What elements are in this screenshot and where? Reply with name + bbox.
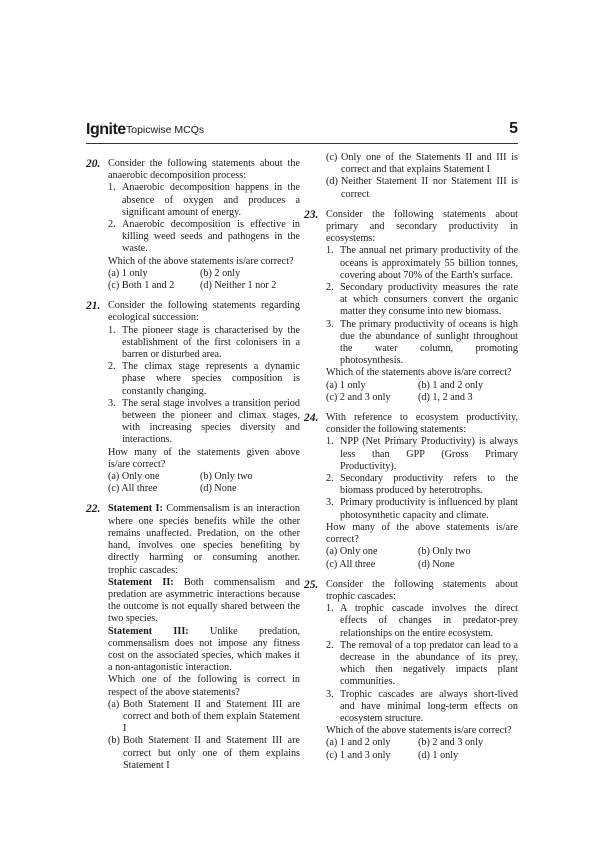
statement-item — [108, 182, 300, 219]
statement-text: Commensalism is an interaction where one species benefits while the other remains unaffected. Predation, on the other hand, involves one species benefiting by directly harming or consuming another. trophic cascades: — [108, 503, 300, 576]
option-c: (c) Both 1 and 2 — [108, 280, 175, 292]
header-subtitle: Topicwise MCQs — [126, 124, 205, 136]
statement-item — [108, 398, 300, 447]
option-text: Only one of the Statements II and III is correct and that explains Statement I — [341, 152, 518, 176]
statement-text: Primary productivity is influenced by plant photosynthetic capacity and climate. — [340, 497, 518, 521]
option-a — [108, 699, 300, 736]
statement-2 — [108, 577, 300, 626]
question-24 — [306, 412, 518, 571]
right-column — [306, 152, 518, 770]
question-20 — [88, 158, 300, 292]
statement-item — [326, 689, 518, 726]
statement-item — [326, 473, 518, 497]
question-23 — [306, 209, 518, 404]
brand-logo: Ignite — [86, 121, 126, 138]
answer-options — [108, 471, 300, 495]
option-a: (a) 1 and 2 only — [326, 737, 391, 749]
statement-text: The removal of a top predator can lead to a decrease in the abundance of its prey, which then negatively impacts plant communities. — [340, 639, 518, 688]
option-d: (d) None — [200, 483, 237, 495]
statement-number: 1. — [108, 182, 116, 194]
statement-text: Anaerobic decomposition is effective in killing weed seeds and pathogens in the waste. — [122, 219, 300, 255]
header-rule — [86, 143, 518, 144]
statement-number: 2. — [326, 639, 334, 651]
option-letter: (c) — [326, 152, 338, 163]
option-b: (b) 2 only — [200, 267, 241, 279]
option-text: Both Statement II and Statement III are correct but only one of them explains Statement I — [123, 735, 300, 771]
option-c: (c) 2 and 3 only — [326, 391, 391, 403]
question-stem: With reference to ecosystem productivity, consider the following statements: — [326, 412, 518, 436]
statement-3 — [108, 626, 300, 675]
option-b: (b) 1 and 2 only — [418, 379, 484, 391]
option-d: (d) 1 only — [418, 749, 459, 761]
statement-item — [108, 361, 300, 398]
statement-list — [108, 325, 300, 447]
question-number: 23. — [304, 208, 319, 221]
option-a: (a) Only one — [326, 546, 378, 558]
statement-number: 3. — [326, 688, 334, 700]
option-letter: (d) — [326, 176, 338, 188]
option-c — [306, 152, 518, 176]
statement-item — [326, 603, 518, 640]
statement-text: Both commensalism and predation are asymmetric interactions because the outcome is not equally shared between the two species. — [108, 576, 300, 625]
statement-item — [108, 219, 300, 256]
question-22 — [88, 503, 300, 771]
statement-number: 1. — [326, 603, 334, 615]
left-column — [88, 158, 300, 780]
option-letter: (a) — [108, 698, 120, 710]
statement-number: 2. — [108, 219, 116, 231]
statement-text: Secondary productivity refers to the biomass produced by heterotrophs. — [340, 473, 518, 497]
statement-text: A trophic cascade involves the direct effects of changes in predator-prey relationships on the entire ecosystem. — [340, 603, 518, 639]
statement-item — [326, 436, 518, 473]
option-c: (c) All three — [108, 483, 158, 495]
option-b: (b) Only two — [418, 546, 471, 558]
page-number: 5 — [509, 120, 518, 137]
statement-item — [108, 325, 300, 362]
statement-label: Statement I: — [108, 503, 163, 515]
statement-item — [326, 640, 518, 689]
answer-options — [326, 546, 518, 570]
answer-options — [108, 699, 300, 772]
option-d — [306, 176, 518, 200]
option-a: (a) 1 only — [108, 267, 148, 279]
statement-number: 1. — [326, 436, 334, 448]
question-number: 25. — [304, 578, 319, 591]
option-d: (d) 1, 2 and 3 — [418, 391, 473, 403]
statement-text: The pioneer stage is characterised by the establishment of the first colonisers in a barren or disturbed area. — [122, 324, 300, 361]
question-number: 20. — [86, 158, 101, 170]
question-stem: Consider the following statements about trophic cascades: — [326, 578, 518, 602]
option-c: (c) All three — [326, 558, 376, 570]
statement-list — [108, 182, 300, 255]
option-d: (d) None — [418, 558, 455, 570]
question-21 — [88, 300, 300, 495]
question-number: 24. — [304, 412, 319, 425]
statement-list — [326, 603, 518, 725]
statement-text: Secondary productivity measures the rate at which consumers convert the organic matter they consume into new biomass. — [340, 282, 518, 318]
option-b: (b) Only two — [200, 471, 253, 483]
option-text: Both Statement II and Statement III are correct and both of them explain Statement I — [123, 698, 300, 735]
option-letter: (b) — [108, 735, 120, 747]
option-b — [108, 735, 300, 772]
question-25 — [306, 579, 518, 762]
question-stem: Consider the following statements about the anaerobic decomposition process: — [108, 158, 300, 182]
question-number: 22. — [86, 503, 101, 516]
statement-text: The seral stage involves a transition period between the pioneer and climax stages, with increasing species diversity and interactions. — [122, 397, 300, 446]
question-prompt: Which of the statements above is/are correct? — [326, 367, 512, 379]
statement-text: Trophic cascades are always short-lived and have minimal long-term effects on ecosystem structure. — [340, 688, 518, 724]
question-prompt: Which of the above statements is/are correct? — [326, 725, 512, 737]
statement-number: 2. — [108, 361, 116, 373]
statement-text: The annual net primary productivity of the oceans is approximately 55 billion tonnes, covering about 70% of the Earth's surface. — [340, 245, 518, 281]
statement-number: 1. — [108, 324, 116, 336]
answer-options — [108, 268, 300, 292]
statement-text: The climax stage represents a dynamic phase where species composition is constantly changing. — [122, 361, 300, 397]
question-prompt: How many of the above statements is/are correct? — [326, 521, 518, 546]
statement-number: 1. — [326, 245, 334, 257]
statement-number: 3. — [108, 397, 116, 409]
statement-item — [326, 282, 518, 319]
statement-text: NPP (Net Primary Productivity) is always less than GPP (Gross Primary Productivity). — [340, 436, 518, 472]
question-number: 21. — [86, 300, 101, 313]
statement-number: 2. — [326, 473, 334, 485]
option-text: Neither Statement II nor Statement III is correct — [341, 176, 518, 200]
statement-number: 3. — [326, 318, 334, 330]
statement-item — [326, 245, 518, 282]
answer-options — [326, 737, 518, 761]
statement-number: 2. — [326, 282, 334, 294]
statement-label: Statement II: — [108, 576, 174, 588]
statement-text: Unlike predation, commensalism does not impose any fitness cost on the associated species, which makes it a non-antagonistic interaction. — [108, 625, 301, 674]
option-d: (d) Neither 1 nor 2 — [200, 280, 277, 292]
option-a: (a) Only one — [108, 471, 160, 483]
page-header — [86, 121, 518, 141]
statement-number: 3. — [326, 497, 334, 509]
option-a: (a) 1 only — [326, 379, 366, 391]
option-b: (b) 2 and 3 only — [418, 737, 484, 749]
question-prompt: How many of the statements given above is/are correct? — [108, 446, 300, 470]
statement-label: Statement III: — [108, 625, 189, 637]
statement-item — [326, 319, 518, 368]
option-c: (c) 1 and 3 only — [326, 749, 391, 761]
question-prompt: Which of the above statements is/are correct? — [108, 255, 294, 267]
question-stem: Consider the following statements regarding ecological succession: — [108, 300, 300, 324]
question-stem: Consider the following statements about primary and secondary productivity in ecosystems: — [326, 208, 518, 245]
statement-1 — [108, 503, 300, 576]
statement-list — [326, 436, 518, 521]
statement-text: The primary productivity of oceans is high due the abundance of sunlight throughout the water column, promoting photosynthesis. — [340, 318, 518, 367]
statement-item — [326, 497, 518, 521]
answer-options — [326, 380, 518, 404]
statement-list — [326, 245, 518, 367]
statement-text: Anaerobic decomposition happens in the absence of oxygen and produces a significant amount of energy. — [122, 182, 300, 218]
question-prompt: Which one of the following is correct in respect of the above statements? — [108, 674, 300, 698]
